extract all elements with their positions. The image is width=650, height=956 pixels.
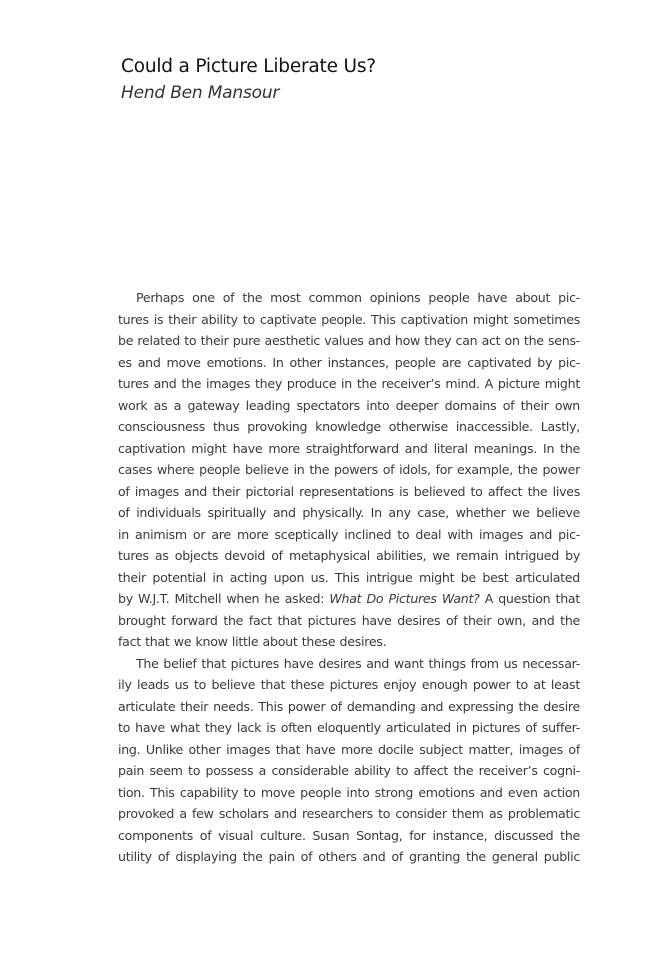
text-line: of images and their pictorial representations is believed to affect the lives [118,483,580,499]
text-line: tion. This capability to move people into strong emotions and even action [118,784,580,800]
text-segment: by W.J.T. Mitchell when he asked: [118,591,330,606]
text-line: consciousness thus provoking knowledge otherwise inaccessible. Lastly, [118,419,580,434]
text-line: their potential in acting upon us. This intrigue might be best articulated [118,569,580,585]
text-line: to have what they lack is often eloquently articulated in pictures of suffer- [118,720,580,735]
paragraph-1 [118,287,580,653]
text-line: The belief that pictures have desires and want things from us necessar- [136,655,580,671]
text-line: articulate their needs. This power of demanding and expressing the desire [118,698,580,714]
text-line: provoked a few scholars and researchers to consider them as problematic [118,806,580,821]
text-line: tures is their ability to captivate people. This captivation might sometimes [118,311,580,327]
book-title-italic: What Do Pictures Want? [329,591,480,606]
text-line: ing. Unlike other images that have more docile subject matter, images of [118,741,580,757]
text-line: in animism or are more sceptically inclined to deal with images and pic- [118,526,580,542]
text-line: pain seem to possess a considerable ability to affect the receiver’s cogni- [118,763,580,778]
text-line: ily leads us to believe that these pictures enjoy enough power to at least [118,677,580,692]
text-line: of individuals spiritually and physically. In any case, whether we believe [118,505,580,520]
text-line: tures and the images they produce in the receiver’s mind. A picture might [118,376,580,391]
text-line: tures as objects devoid of metaphysical abilities, we remain intrigued by [118,548,580,563]
text-line: cases where people believe in the powers of idols, for example, the power [118,462,580,477]
text-line: Perhaps one of the most common opinions people have about pic- [136,290,580,305]
body-text [118,287,580,868]
text-line: be related to their pure aesthetic values and how they can act on the sens- [118,333,580,348]
paragraph-2 [118,653,580,868]
text-line: brought forward the fact that pictures have desires of their own, and the [118,612,580,628]
text-line: work as a gateway leading spectators into deeper domains of their own [118,397,580,413]
text-line: fact that we know little about these desires. [118,634,387,649]
text-line: utility of displaying the pain of others and of granting the general public [118,849,580,864]
text-line-with-italic [118,588,580,610]
text-segment: A question that [479,591,580,606]
text-line: es and move emotions. In other instances, people are captivated by pic- [118,354,580,370]
text-line: captivation might have more straightforward and literal meanings. In the [118,440,580,456]
text-line: components of visual culture. Susan Sontag, for instance, discussed the [118,827,580,843]
chapter-author: Hend Ben Mansour [121,83,280,103]
chapter-title: Could a Picture Liberate Us? [121,56,376,77]
